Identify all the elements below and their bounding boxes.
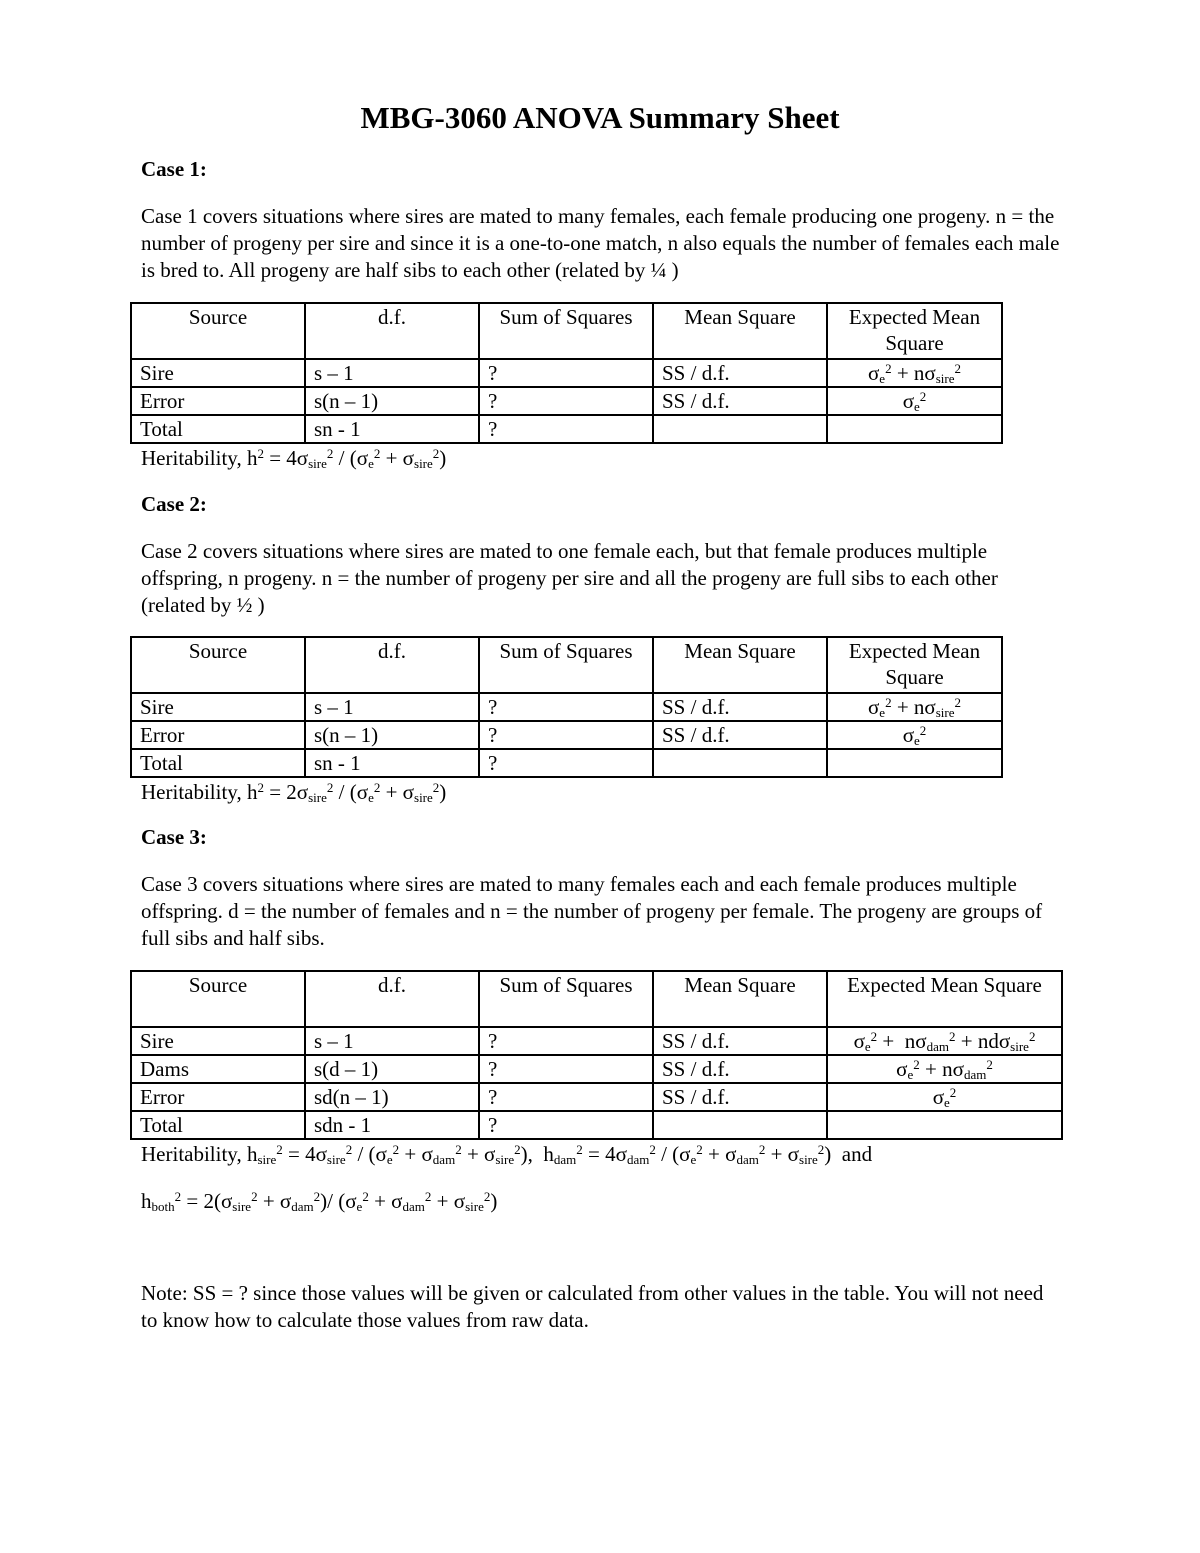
cell-ems: $\sigma_e^2 + n\sigma_{sire}^2$: [827, 359, 1002, 387]
cell-source: Sire: [131, 1027, 305, 1055]
header-mean-square: Mean Square: [653, 303, 827, 359]
case1-anova-table: [130, 302, 1003, 444]
case3-description: Case 3 covers situations where sires are mated to many females each and each female produces multiple offspring. d = the number of females and n = the number of progeny per female. The progeny are groups of full sibs and half sibs.: [141, 872, 1043, 950]
cell-ems: $\sigma_e^2 + n\sigma_{dam}^2$: [827, 1055, 1062, 1083]
case3-heritability-formula: Heritability, $h_{sire}^2 = 4\sigma_{sire}^2 / (\sigma_e^2 + \sigma_{dam}^2 + \sigma_{sire}^2)$, $h_{dam}^2 = 4\sigma_{dam}^2 / (\sigma_e^2 + \sigma_{dam}^2 + \sigma_{sire}^2)$ and: [141, 1142, 873, 1167]
cell-ms: [653, 415, 827, 443]
case3-heading: Case 3:: [141, 825, 207, 849]
cell-ems: $\sigma_e^2$: [827, 1083, 1062, 1111]
cell-ems: $\sigma_e^2 + n\sigma_{sire}^2$: [827, 693, 1002, 721]
table-header-row: [131, 971, 1062, 1027]
cell-ms: SS / d.f.: [653, 693, 827, 721]
cell-ss: ?: [479, 1083, 653, 1111]
header-sum-of-squares: Sum of Squares: [479, 971, 653, 1027]
table-row: [131, 1111, 1062, 1139]
cell-source: Error: [131, 721, 305, 749]
header-expected-mean-square: Expected Mean Square: [827, 971, 1062, 1027]
cell-source: Total: [131, 415, 305, 443]
header-mean-square: Mean Square: [653, 971, 827, 1027]
cell-ms: SS / d.f.: [653, 359, 827, 387]
cell-ss: ?: [479, 415, 653, 443]
cell-source: Total: [131, 749, 305, 777]
cell-df: sd(n – 1): [305, 1083, 479, 1111]
cell-df: s(n – 1): [305, 387, 479, 415]
cell-ms: [653, 1111, 827, 1139]
cell-ems: $\sigma_e^2 + n\sigma_{dam}^2 + nd\sigma_{sire}^2$: [827, 1027, 1062, 1055]
case2-heritability-formula: Heritability, $h^2 = 2\sigma_{sire}^2 / (\sigma_e^2 + \sigma_{sire}^2)$: [141, 780, 447, 805]
case2-heading: Case 2:: [141, 492, 207, 516]
cell-ss: ?: [479, 721, 653, 749]
cell-source: Total: [131, 1111, 305, 1139]
cell-ms: SS / d.f.: [653, 1083, 827, 1111]
table-header-row: [131, 303, 1002, 359]
cell-ss: ?: [479, 693, 653, 721]
cell-ms: [653, 749, 827, 777]
cell-df: s – 1: [305, 1027, 479, 1055]
cell-ems: [827, 415, 1002, 443]
cell-ss: ?: [479, 749, 653, 777]
table-row: [131, 1027, 1062, 1055]
cell-df: s – 1: [305, 693, 479, 721]
cell-source: Sire: [131, 359, 305, 387]
table-row: [131, 749, 1002, 777]
case1-heading: Case 1:: [141, 157, 207, 181]
cell-ms: SS / d.f.: [653, 721, 827, 749]
table-row: [131, 693, 1002, 721]
case1-heritability-formula: Heritability, $h^2 = 4\sigma_{sire}^2 / (\sigma_e^2 + \sigma_{sire}^2)$: [141, 446, 447, 471]
cell-ss: ?: [479, 1055, 653, 1083]
header-source: Source: [131, 303, 305, 359]
header-expected-mean-square: Expected Mean Square: [827, 303, 1002, 359]
cell-source: Sire: [131, 693, 305, 721]
cell-ems: $\sigma_e^2$: [827, 387, 1002, 415]
case3-anova-table: [130, 970, 1063, 1140]
header-expected-mean-square: Expected Mean Square: [827, 637, 1002, 693]
table-row: [131, 359, 1002, 387]
header-sum-of-squares: Sum of Squares: [479, 637, 653, 693]
header-df: d.f.: [305, 971, 479, 1027]
table-row: [131, 721, 1002, 749]
table-header-row: [131, 637, 1002, 693]
header-source: Source: [131, 971, 305, 1027]
cell-ems: $\sigma_e^2$: [827, 721, 1002, 749]
table-row: [131, 1055, 1062, 1083]
cell-source: Error: [131, 1083, 305, 1111]
table-row: [131, 1083, 1062, 1111]
header-mean-square: Mean Square: [653, 637, 827, 693]
case2-anova-table: [130, 636, 1003, 778]
cell-ems: [827, 749, 1002, 777]
case1-description: Case 1 covers situations where sires are mated to many females, each female producing one progeny. n = the number of progeny per sire and since it is a one-to-one match, n also equals the number of females each male is bred to. All progeny are half sibs to each other (related by ¼ ): [141, 204, 1060, 282]
cell-ms: SS / d.f.: [653, 1055, 827, 1083]
cell-ms: SS / d.f.: [653, 1027, 827, 1055]
cell-source: Error: [131, 387, 305, 415]
header-df: d.f.: [305, 637, 479, 693]
cell-source: Dams: [131, 1055, 305, 1083]
header-source: Source: [131, 637, 305, 693]
cell-df: sn - 1: [305, 749, 479, 777]
case2-description: Case 2 covers situations where sires are mated to one female each, but that female produces multiple offspring, n progeny. n = the number of progeny per sire and all the progeny are full sibs to each other (related by ½ ): [141, 539, 998, 617]
cell-ss: ?: [479, 1111, 653, 1139]
cell-df: s(d – 1): [305, 1055, 479, 1083]
cell-ems: [827, 1111, 1062, 1139]
table-row: [131, 415, 1002, 443]
case3-heritability-both-formula: $h_{both}^2 = 2(\sigma_{sire}^2 + \sigma_{dam}^2)/$ $(\sigma_e^2 + \sigma_{dam}^2 + \sigma_{sire}^2)$: [141, 1189, 498, 1214]
note-text: Note: SS = ? since those values will be given or calculated from other values in the table. You will not need to know how to calculate those values from raw data.: [141, 1281, 1044, 1332]
page-title: MBG-3060 ANOVA Summary Sheet: [360, 100, 840, 135]
header-sum-of-squares: Sum of Squares: [479, 303, 653, 359]
cell-ss: ?: [479, 1027, 653, 1055]
cell-df: sdn - 1: [305, 1111, 479, 1139]
cell-df: sn - 1: [305, 415, 479, 443]
cell-df: s – 1: [305, 359, 479, 387]
cell-ss: ?: [479, 359, 653, 387]
cell-df: s(n – 1): [305, 721, 479, 749]
cell-ms: SS / d.f.: [653, 387, 827, 415]
cell-ss: ?: [479, 387, 653, 415]
header-df: d.f.: [305, 303, 479, 359]
table-row: [131, 387, 1002, 415]
